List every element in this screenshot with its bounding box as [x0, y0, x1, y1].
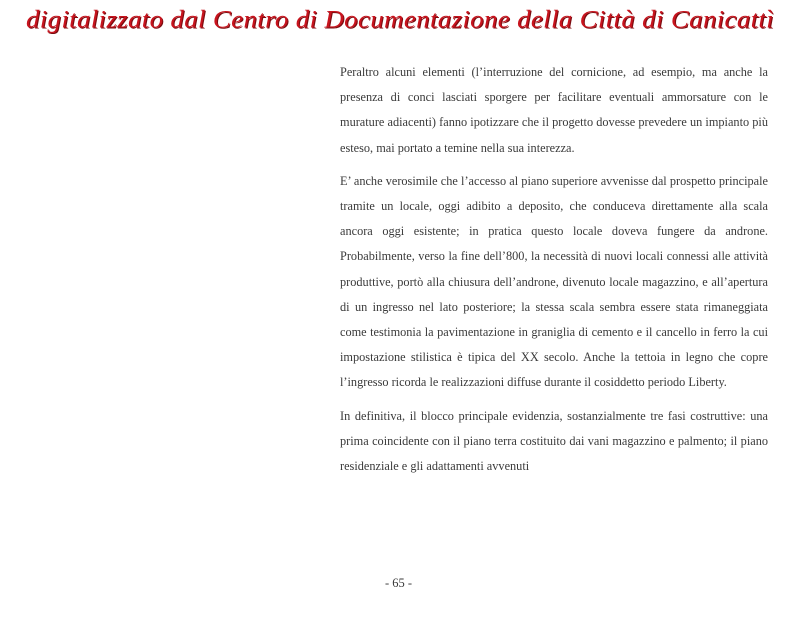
paragraph-1: Peraltro alcuni elementi (l’interruzione del cornicione, ad esempio, ma anche la presenza di conci lasciati sporgere per facilitare eventuali ammorsature con le murature adiacenti) fanno ipotizzare che il progetto dovesse prevedere un impianto più esteso, mai portato a temine nella sua interezza. [340, 65, 768, 155]
paragraph-3: In definitiva, il blocco principale evidenzia, sostanzialmente tre fasi costruttive: una prima coincidente con il piano terra costituito dai vani magazzino e palmento; il piano residenziale e gli adattamenti avvenuti [340, 408, 768, 474]
body-text [340, 60, 768, 487]
page-number: - 65 - [385, 576, 413, 590]
paragraph-2: E’ anche verosimile che l’accesso al piano superiore avvenisse dal prospetto principale tramite un locale, oggi adibito a deposito, che conduceva direttamente alla scala ancora oggi esistente; in pratica questo locale doveva fungere da androne. Probabilmente, verso la fine dell’800, la necessità di nuovi locali connessi alle attività produttive, portò alla chiusura dell’androne, divenuto locale magazzino, e all’apertura di un ingresso nel lato posteriore; la stessa scala sembra essere stata rimaneggiata come testimonia la pavimentazione in graniglia di cemento e il cancello in ferro la cui impostazione stilistica è tipica del XX secolo. Anche la tettoia in legno che copre l’ingresso ricorda le realizzazioni diffuse durante il cosiddetto periodo Liberty. [340, 173, 768, 390]
watermark-header: digitalizzato dal Centro di Documentazione della Città di Canicattì [25, 4, 775, 34]
